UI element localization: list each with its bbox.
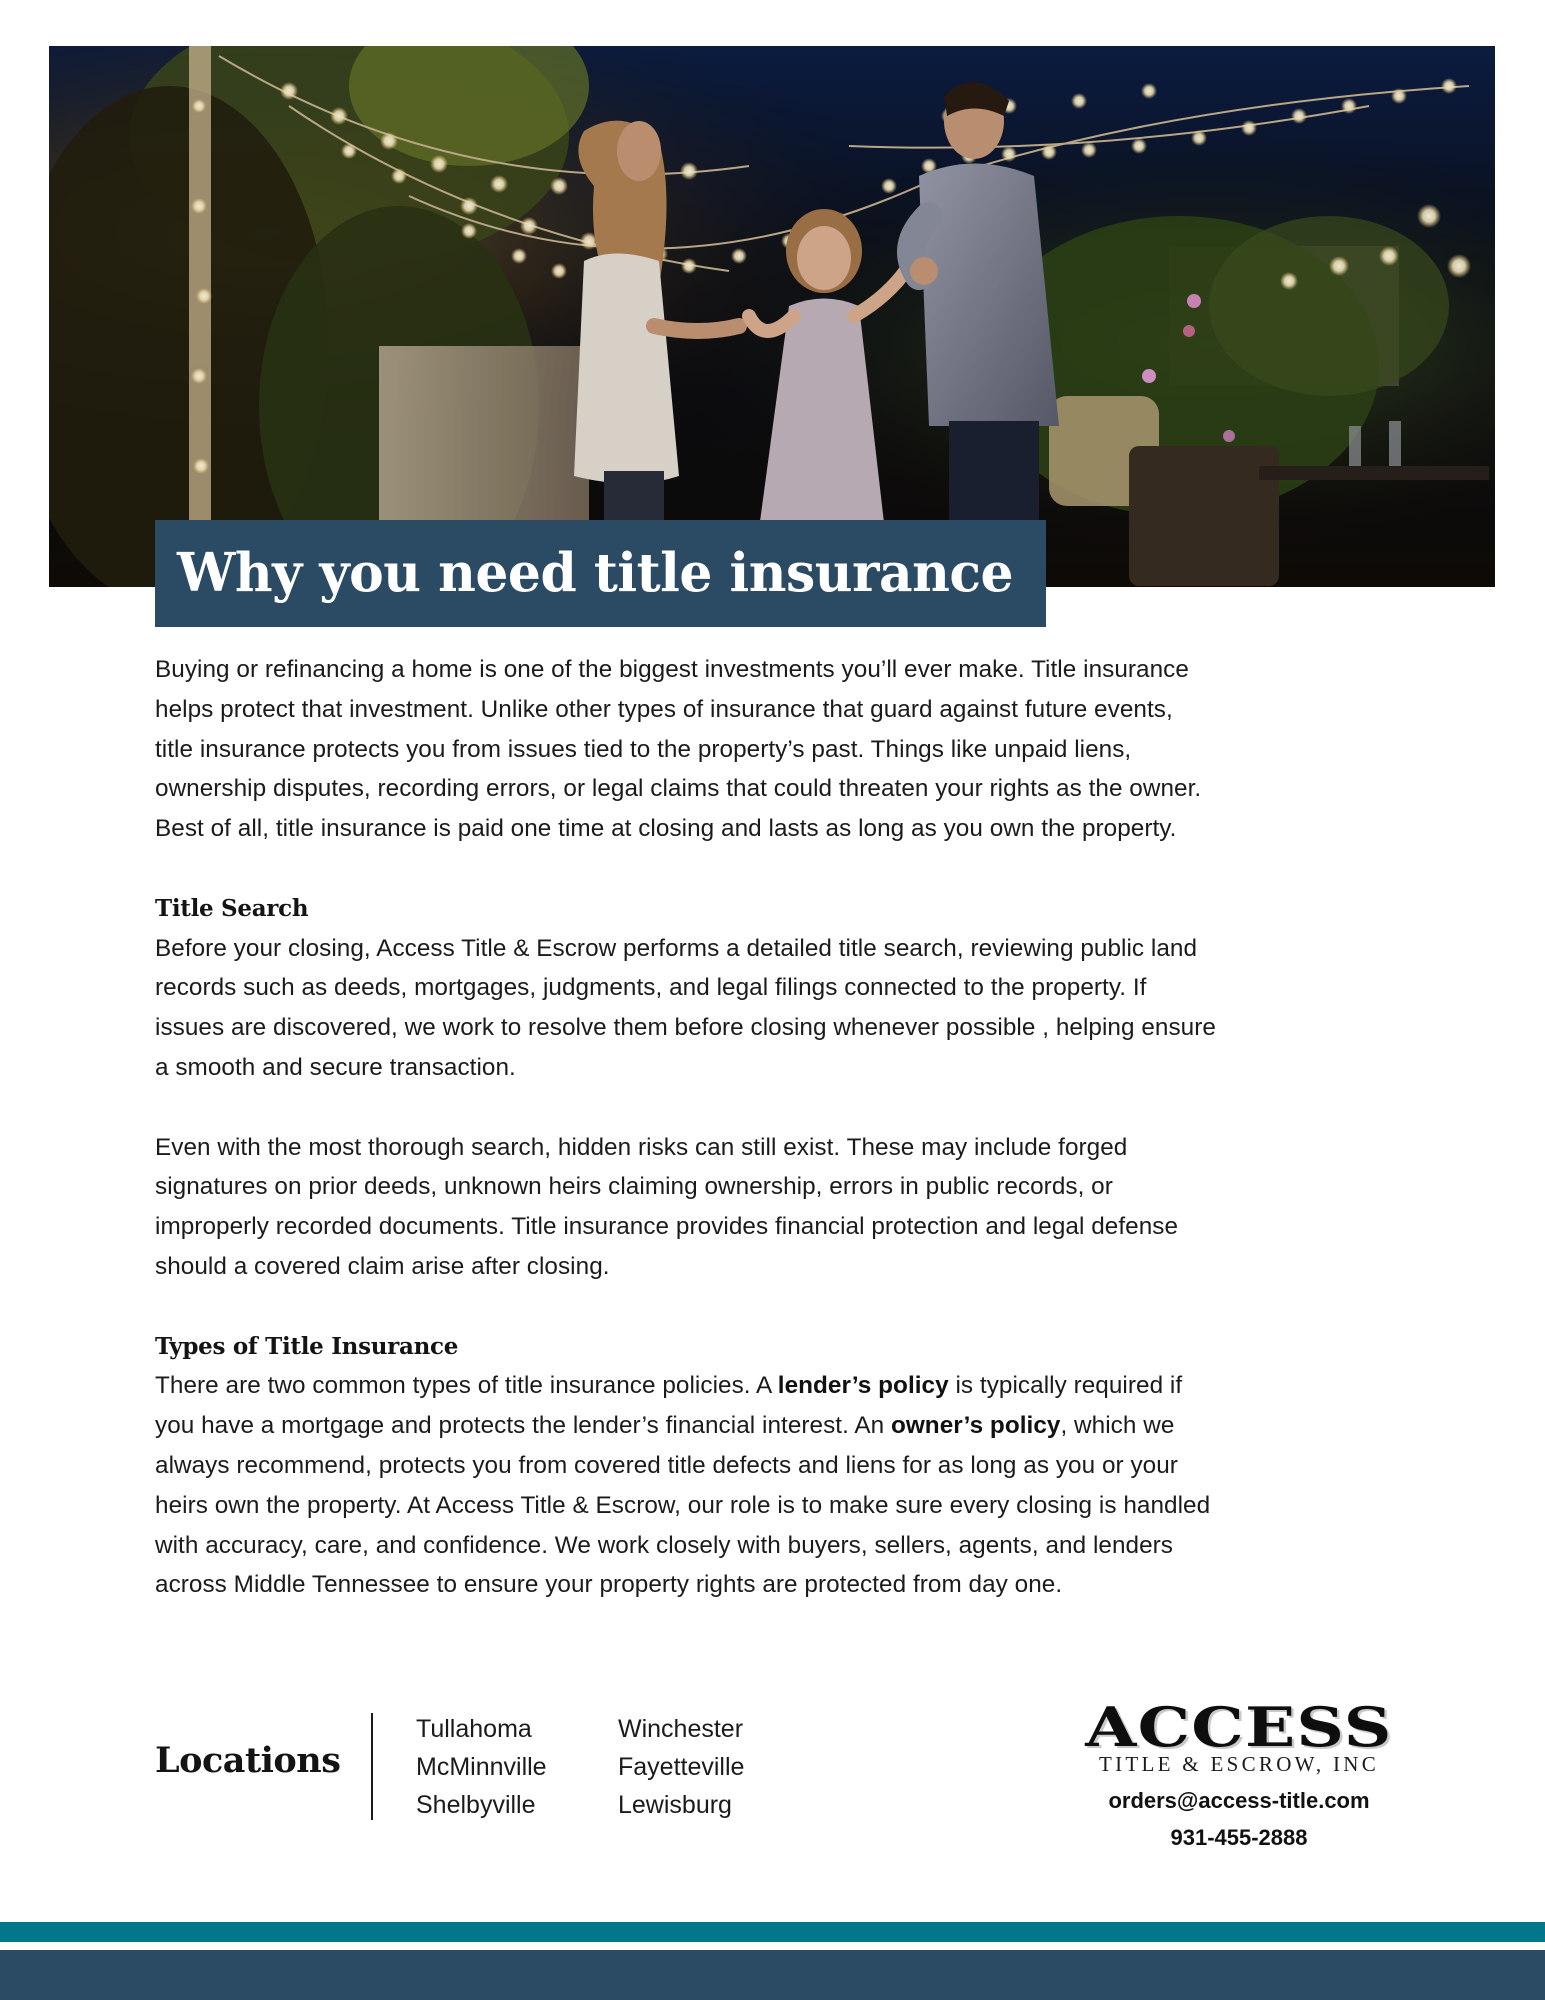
location-item: Shelbyville [416, 1791, 536, 1819]
text-line: a smooth and secure transaction. [155, 1053, 516, 1081]
location-item: Tullahoma [416, 1715, 532, 1743]
text-line: heirs own the property. At Access Title & Escrow, our role is to make sure every closing is handled [155, 1491, 1211, 1519]
text-line: records such as deeds, mortgages, judgments, and legal filings connected to the property. If [155, 974, 1147, 1002]
text-line: improperly recorded documents. Title insurance provides financial protection and legal defense [155, 1213, 1179, 1241]
types-paragraph [155, 1366, 1405, 1605]
text-line: you have a mortgage and protects the lender’s financial interest. An owner’s policy, which we [155, 1412, 1175, 1440]
text-line: issues are discovered, we work to resolve them before closing whenever possible , helping ensure [155, 1014, 1216, 1042]
location-item: Fayetteville [618, 1753, 745, 1781]
spacer [155, 1287, 1405, 1327]
intro-paragraph [155, 650, 1405, 849]
text-line: helps protect that investment. Unlike other types of insurance that guard against future events, [155, 695, 1173, 723]
locations-column-2 [618, 1710, 744, 1824]
locations-label: Locations [155, 1740, 341, 1781]
locations-divider [371, 1713, 373, 1820]
contact-email[interactable]: orders@access-title.com [1108, 1788, 1370, 1813]
title-banner [155, 520, 1046, 627]
company-logo-subtitle: TITLE & ESCROW, INC [1098, 1752, 1380, 1776]
text-line: There are two common types of title insurance policies. A lender’s policy is typically required if [155, 1372, 1183, 1400]
page-title: Why you need title insurance [177, 542, 1014, 604]
spacer [155, 1088, 1405, 1128]
text-line: with accuracy, care, and confidence. We work closely with buyers, sellers, agents, and lenders [155, 1531, 1174, 1559]
lenders-policy-emphasis: lender’s policy [777, 1372, 949, 1400]
location-item: McMinnville [416, 1753, 547, 1781]
contact-phone[interactable]: 931-455-2888 [1170, 1825, 1308, 1850]
text-line: Best of all, title insurance is paid one time at closing and lasts as long as you own the property. [155, 815, 1177, 843]
location-item: Winchester [618, 1715, 744, 1743]
text-line: ownership disputes, recording errors, or legal claims that could threaten your rights as the owner. [155, 775, 1202, 803]
text-line: always recommend, protects you from covered title defects and liens for as long as you or your [155, 1451, 1178, 1479]
types-heading: Types of Title Insurance [155, 1332, 459, 1360]
location-item: Lewisburg [618, 1791, 732, 1819]
family-backyard-illustration [49, 46, 1495, 587]
hidden-risks-paragraph [155, 1128, 1405, 1287]
text-line: title insurance protects you from issues tied to the property’s past. Things like unpaid liens, [155, 735, 1132, 763]
locations-column-1 [416, 1710, 547, 1824]
footer-accent-band [0, 1922, 1545, 1942]
footer [155, 1695, 1395, 1850]
spacer [155, 849, 1405, 889]
company-brand [1083, 1695, 1395, 1853]
text-line: Before your closing, Access Title & Escrow performs a detailed title search, reviewing public land [155, 934, 1198, 962]
title-search-heading: Title Search [155, 894, 309, 922]
text-line: across Middle Tennessee to ensure your property rights are protected from day one. [155, 1571, 1063, 1599]
footer-base-band [0, 1950, 1545, 2000]
text-line: should a covered claim arise after closing. [155, 1252, 610, 1280]
title-search-paragraph [155, 929, 1405, 1088]
owners-policy-emphasis: owner’s policy [890, 1412, 1061, 1440]
text-line: Buying or refinancing a home is one of the biggest investments you’ll ever make. Title insurance [155, 656, 1189, 683]
article-body [155, 650, 1405, 1605]
text-line: signatures on prior deeds, unknown heirs claiming ownership, errors in public records, or [155, 1173, 1113, 1201]
text-line: Even with the most thorough search, hidden risks can still exist. These may include forged [155, 1133, 1128, 1161]
hero-photo [49, 46, 1495, 587]
company-logo: ACCESS [1085, 1695, 1393, 1759]
